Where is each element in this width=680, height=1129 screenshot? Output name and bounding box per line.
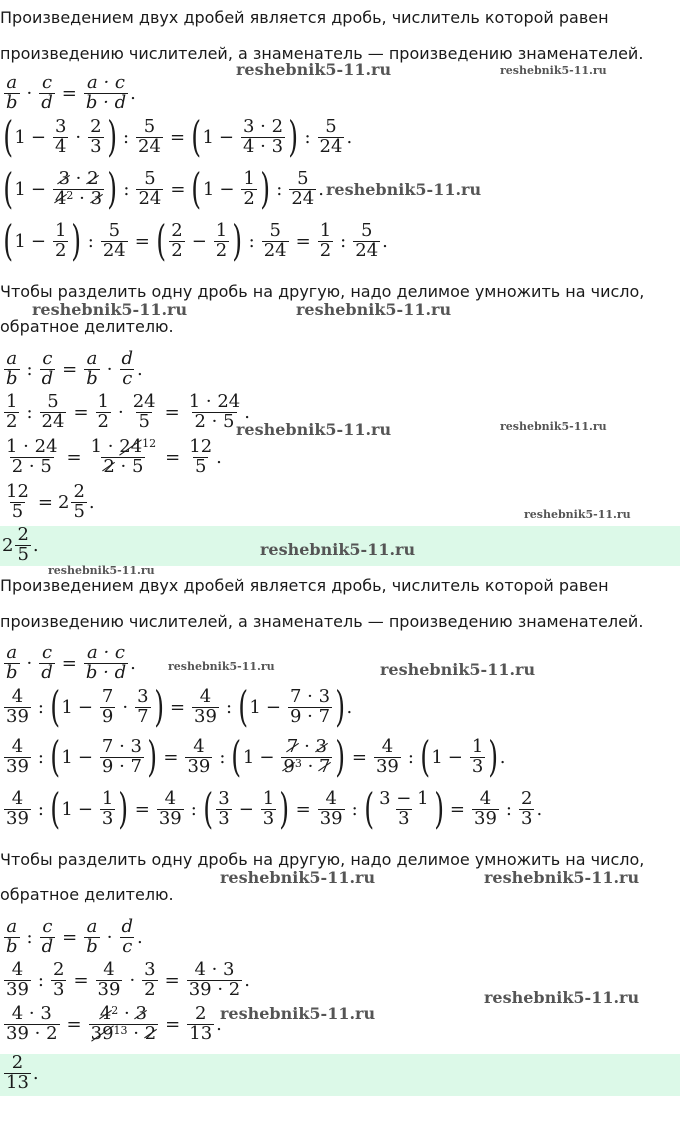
formula-multiply: $\frac{a}{b}$ · $\frac{c}{d}$ = $\frac{a \cdot c}{b \cdot d}$ . [6, 72, 136, 113]
watermark: reshebnik5-11.ru [220, 868, 376, 887]
rule-product-line1-b: Произведением двух дробей является дробь, числитель которой равен [0, 576, 609, 595]
watermark: reshebnik5-11.ru [260, 540, 416, 559]
rule-product-line2-b: произведению числителей, а знаменатель — произведению знаменателей. [0, 612, 644, 631]
watermark: reshebnik5-11.ru [484, 868, 640, 887]
watermark: reshebnik5-11.ru [500, 420, 607, 433]
rule-division-line2: обратное делителю. [0, 317, 174, 336]
watermark: reshebnik5-11.ru [380, 660, 536, 679]
equation-1-1: ( 1 − $\frac{3}{4}$ · $\frac{2}{3}$ ) : $\frac{5}{24}$ = ( 1 − $\frac{3 \cdot 2}{4 \cdot 3}$ ) : $\frac{5}{24}$ . [3, 112, 353, 162]
watermark: reshebnik5-11.ru [296, 300, 452, 319]
rule-division-line1: Чтобы разделить одну дробь на другую, надо делимое умножить на число, [0, 282, 645, 301]
answer-1-whole: 2 [2, 534, 14, 556]
equation-1-5: $\frac{1 \cdot 24}{2 \cdot 5}$ = $\frac{1 \cdot 24^{12}}{2 \cdot 5}$ = $\frac{12}{5}$ . [6, 436, 222, 477]
watermark: reshebnik5-11.ru [220, 1004, 376, 1023]
watermark: reshebnik5-11.ru [32, 300, 188, 319]
watermark: reshebnik5-11.ru [236, 420, 392, 439]
rule-product-line2: произведению числителей, а знаменатель — произведению знаменателей. [0, 44, 644, 63]
equation-1-4: $\frac{1}{2}$ : $\frac{5}{24}$ = $\frac{1}{2}$ · $\frac{24}{5}$ = $\frac{1 \cdot 24}{2 \cdot 5}$ . [6, 391, 250, 432]
watermark: reshebnik5-11.ru [236, 60, 392, 79]
formula-divide-b: $\frac{a}{b}$ : $\frac{c}{d}$ = $\frac{a}{b}$ · $\frac{d}{c}$ . [6, 916, 143, 957]
equation-2-2: $\frac{4}{39}$ : ( 1 − $\frac{7 \cdot 3}{9 \cdot 7}$ ) = $\frac{4}{39}$ : ( 1 − $\frac{7 \cdot 3}{9^3 \cdot 7}$ ) = $\frac{4}{39}$ : ( 1 − $\frac{1}{3}$ ) . [6, 732, 506, 782]
formula-divide: $\frac{a}{b}$ : $\frac{c}{d}$ = $\frac{a}{b}$ · $\frac{d}{c}$ . [6, 348, 143, 389]
rule-product-line1: Произведением двух дробей является дробь, числитель которой равен [0, 8, 609, 27]
equation-2-1: $\frac{4}{39}$ : ( 1 − $\frac{7}{9}$ · $\frac{3}{7}$ ) = $\frac{4}{39}$ : ( 1 − $\frac{7 \cdot 3}{9 \cdot 7}$ ) . [6, 682, 353, 732]
watermark: reshebnik5-11.ru [500, 64, 607, 77]
watermark: reshebnik5-11.ru [326, 180, 482, 199]
watermark: reshebnik5-11.ru [524, 508, 631, 521]
answer-2-highlight [0, 1054, 680, 1096]
answer-2-numerator: 2 [11, 1052, 24, 1073]
watermark: reshebnik5-11.ru [484, 988, 640, 1007]
answer-2: $\frac{2}{13}$ . [6, 1052, 39, 1093]
answer-1-denominator: 5 [17, 543, 29, 565]
equation-2-4: $\frac{4}{39}$ : $\frac{2}{3}$ = $\frac{4}{39}$ · $\frac{3}{2}$ = $\frac{4 \cdot 3}{39 \cdot 2}$ . [6, 959, 250, 1000]
rule-division-line1-b: Чтобы разделить одну дробь на другую, надо делимое умножить на число, [0, 850, 645, 869]
watermark: reshebnik5-11.ru [168, 660, 275, 673]
answer-2-denominator: 13 [6, 1071, 29, 1093]
equation-1-6: $\frac{12}{5}$ = 2 $\frac{2}{5}$ . [6, 481, 95, 522]
watermark: reshebnik5-11.ru [48, 564, 155, 577]
equation-2-5: $\frac{4 \cdot 3}{39 \cdot 2}$ = $\frac{4^2 \cdot 3}{39^{13} \cdot 2}$ = $\frac{2}{13}$ . [6, 1003, 222, 1044]
equation-2-3: $\frac{4}{39}$ : ( 1 − $\frac{1}{3}$ ) = $\frac{4}{39}$ : ( $\frac{3}{3}$ − $\frac{1}{3}$ ) = $\frac{4}{39}$ : ( $\frac{3 - 1}{3}$ ) = $\frac{4}{39}$ : $\frac{2}{3}$ . [6, 784, 543, 834]
formula-multiply-b: $\frac{a}{b}$ · $\frac{c}{d}$ = $\frac{a \cdot c}{b \cdot d}$ . [6, 642, 136, 683]
equation-1-2: ( 1 − $\frac{3 \cdot 2}{4^2 \cdot 3}$ ) : $\frac{5}{24}$ = ( 1 − $\frac{1}{2}$ ) : $\frac{5}{24}$ . [3, 164, 324, 214]
rule-division-line2-b: обратное делителю. [0, 885, 174, 904]
answer-1: 2 $\frac{2}{5}$ . [2, 524, 39, 565]
answer-1-numerator: 2 [17, 524, 29, 545]
equation-1-3: ( 1 − $\frac{1}{2}$ ) : $\frac{5}{24}$ = ( $\frac{2}{2}$ − $\frac{1}{2}$ ) : $\frac{5}{24}$ = $\frac{1}{2}$ : $\frac{5}{24}$ . [3, 216, 388, 266]
